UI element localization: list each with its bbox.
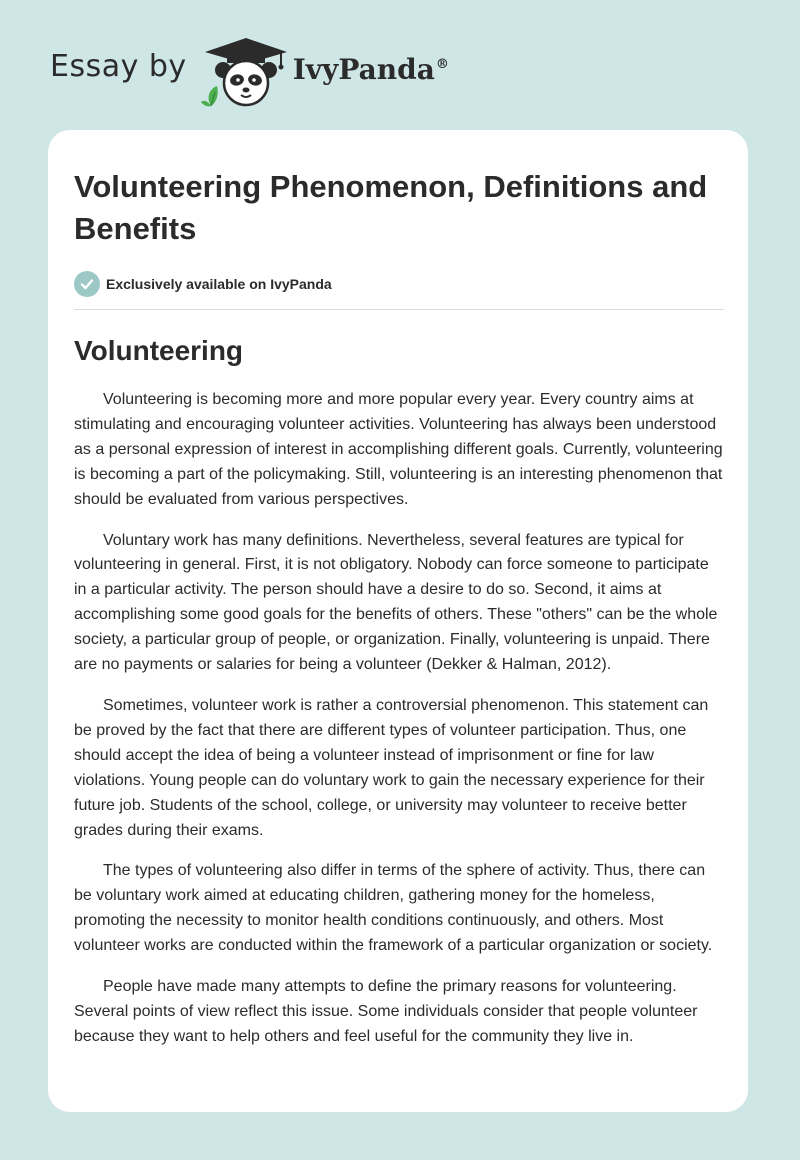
essay-title: Volunteering Phenomenon, Definitions and Benefits bbox=[74, 169, 708, 246]
exclusive-badge bbox=[74, 270, 724, 298]
title-divider bbox=[74, 309, 724, 310]
brand-name: IvyPanda® bbox=[292, 52, 449, 86]
paragraph: Volunteering is becoming more and more popular every year. Every country aims at stimulating and encouraging volunteer activities. Volunteering has always been understood as a personal expression of interest in accomplishing different goals. Currently, volunteering is becoming a part of the policymaking. Still, volunteering is an interesting phenomenon that should be evaluated from various perspectives. bbox=[74, 391, 723, 508]
essay-card bbox=[48, 130, 748, 1112]
paragraph: Sometimes, volunteer work is rather a controversial phenomenon. This statement can be proved by the fact that there are different types of volunteer participation. Thus, one should accept the idea of being a volunteer instead of imprisonment or fine for law violations. Young people can do voluntary work to gain the necessary experience for their future job. Students of the school, college, or university may volunteer to receive better grades during their exams. bbox=[74, 696, 709, 839]
paragraph: Voluntary work has many definitions. Nevertheless, several features are typical for volunteering in general. First, it is not obligatory. Nobody can force someone to participate in a particular activity. The person should have a desire to do so. Second, it aims at accomplishing some good goals for the benefits of others. These "others" can be the whole society, a particular group of people, or organization. Finally, volunteering is unpaid. There are no payments or salaries for being a volunteer (Dekker & Halman, 2012). bbox=[74, 531, 718, 674]
essay-content bbox=[74, 166, 724, 1066]
paragraph: People have made many attempts to define the primary reasons for volunteering. Several points of view reflect this issue. Some individuals consider that people volunteer because they want to help others and feel useful for the community they live in. bbox=[74, 978, 698, 1045]
section-heading: Volunteering bbox=[74, 335, 244, 366]
paragraph: The types of volunteering also differ in terms of the sphere of activity. Thus, there can be voluntary work aimed at educating children, gathering money for the homeless, promoting the necessity to monitor health conditions continuously, and others. Most volunteer works are conducted within the framework of a particular organization or society. bbox=[74, 862, 713, 955]
site-header-logo[interactable] bbox=[50, 30, 449, 110]
exclusive-badge-text: Exclusively available on IvyPanda bbox=[106, 276, 332, 292]
brand-prefix: Essay by bbox=[50, 48, 187, 84]
essay-body bbox=[74, 388, 724, 1050]
check-circle-icon bbox=[74, 271, 100, 297]
panda-logo-icon bbox=[201, 30, 291, 110]
